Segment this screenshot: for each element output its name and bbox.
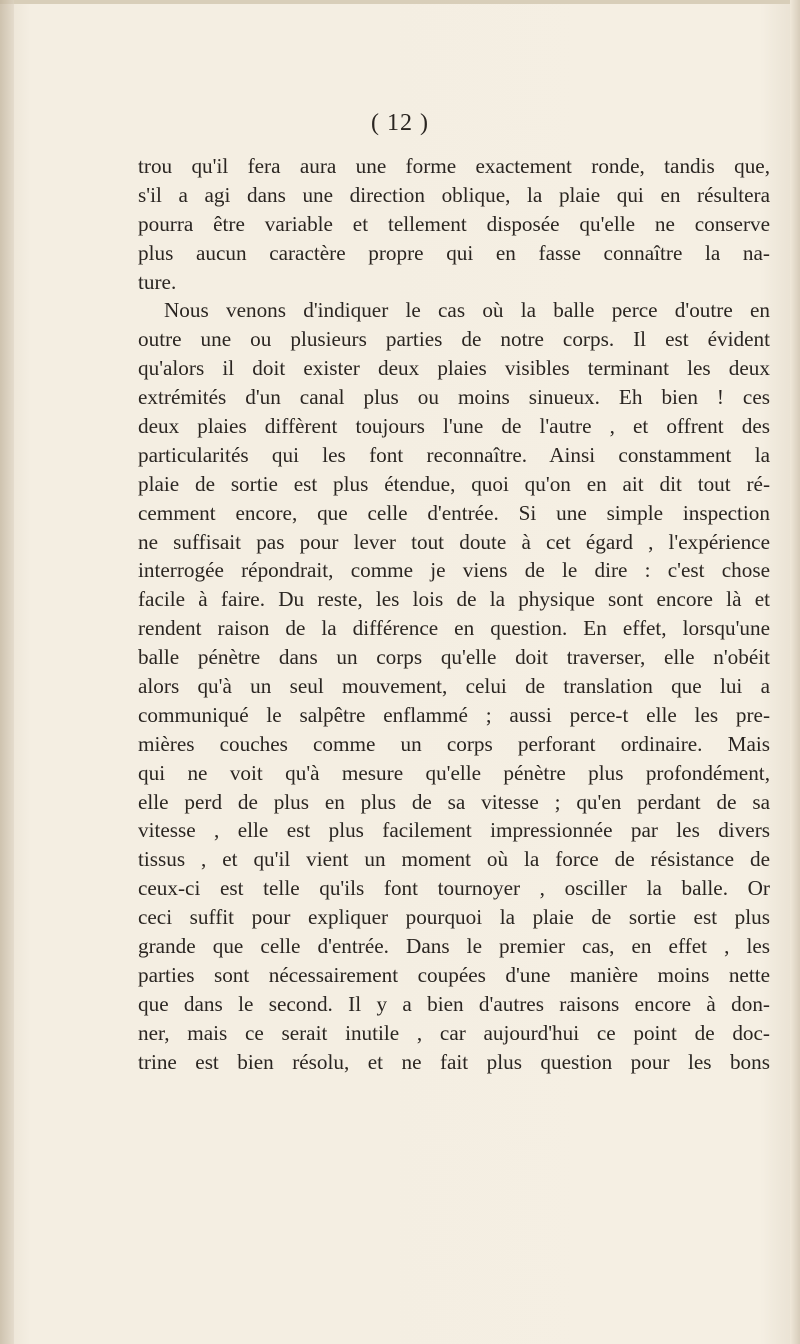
text-line: balle pénètre dans un corps qu'elle doit traverser, elle n'obéit: [138, 645, 770, 670]
text-line: mières couches comme un corps perforant ordinaire. Mais: [138, 731, 770, 756]
text-line: ceux-ci est telle qu'ils font tournoyer , osciller la balle. Or: [138, 876, 770, 901]
text-line: deux plaies diffèrent toujours l'une de l'autre , et offrent des: [138, 414, 770, 439]
text-line: facile à faire. Du reste, les lois de la physique sont encore là et: [138, 587, 770, 612]
text-line: plaie de sortie est plus étendue, quoi qu'on en ait dit tout ré-: [138, 471, 770, 496]
text-line: elle perd de plus en plus de sa vitesse ; qu'en perdant de sa: [138, 789, 770, 814]
text-line: extrémités d'un canal plus ou moins sinueux. Eh bien ! ces: [138, 385, 770, 410]
text-line: vitesse , elle est plus facilement impressionnée par les divers: [138, 818, 770, 843]
text-line: communiqué le salpêtre enflammé ; aussi perce-t elle les pre-: [138, 702, 770, 727]
text-line: interrogée répondrait, comme je viens de le dire : c'est chose: [138, 558, 770, 583]
text-line: qu'alors il doit exister deux plaies visibles terminant les deux: [138, 356, 770, 381]
text-line: ceci suffit pour expliquer pourquoi la plaie de sortie est plus: [138, 905, 770, 930]
text-line: parties sont nécessairement coupées d'une manière moins nette: [138, 962, 770, 987]
text-line: outre une ou plusieurs parties de notre corps. Il est évident: [138, 327, 770, 352]
text-line: plus aucun caractère propre qui en fasse connaître la na-: [138, 240, 770, 265]
text-line: ner, mais ce serait inutile , car aujourd'hui ce point de doc-: [138, 1020, 770, 1045]
text-line: pourra être variable et tellement disposée qu'elle ne conserve: [138, 211, 770, 236]
body-text: [138, 152, 770, 1077]
text-line: tissus , et qu'il vient un moment où la force de résistance de: [138, 847, 770, 872]
text-line: grande que celle d'entrée. Dans le premier cas, en effet , les: [138, 934, 770, 959]
text-line: rendent raison de la différence en question. En effet, lorsqu'une: [138, 616, 770, 641]
text-line: trine est bien résolu, et ne fait plus question pour les bons: [138, 1049, 770, 1074]
text-line: que dans le second. Il y a bien d'autres raisons encore à don-: [138, 991, 770, 1016]
text-line: s'il a agi dans une direction oblique, la plaie qui en résultera: [138, 182, 770, 207]
text-line: trou qu'il fera aura une forme exactement ronde, tandis que,: [138, 154, 770, 178]
page-top-edge: [0, 0, 800, 4]
text-line: qui ne voit qu'à mesure qu'elle pénètre plus profondément,: [138, 760, 770, 785]
page-binding-edge: [0, 0, 14, 1344]
text-line: particularités qui les font reconnaître. Ainsi constamment la: [138, 442, 770, 467]
text-line: cemment encore, que celle d'entrée. Si une simple inspection: [138, 500, 770, 525]
text-line: ture.: [138, 269, 177, 294]
text-line: Nous venons d'indiquer le cas où la balle perce d'outre en: [164, 298, 770, 323]
text-line: alors qu'à un seul mouvement, celui de translation que lui a: [138, 674, 770, 699]
page-number: ( 12 ): [371, 110, 429, 136]
page-right-edge: [790, 0, 800, 1344]
text-line: ne suffisait pas pour lever tout doute à cet égard , l'expérience: [138, 529, 770, 554]
